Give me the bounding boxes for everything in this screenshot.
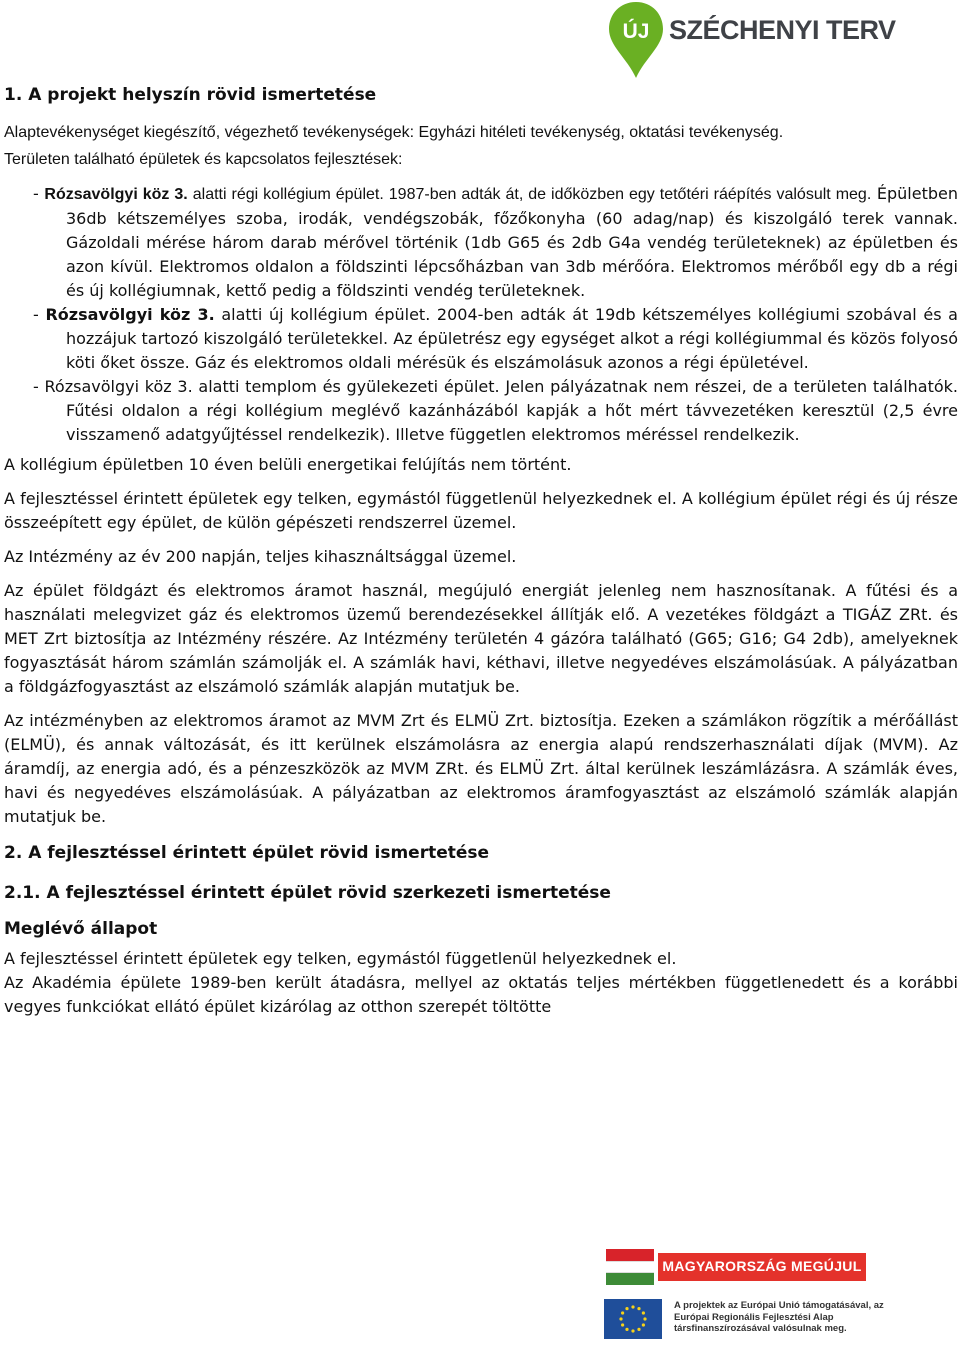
paragraph-electricity: Az intézményben az elektromos áramot az MVM Zrt és ELMÜ Zrt. biztosítja. Ezeken a számlákon rögzítik a mérőállást (ELMÜ), és annak változását, és itt kerülnek elszámolásra az energia alapú rendszerhasználati díjak (MVM). Az áramdíj, az energia adó, és a pénzeszközök az MVM ZRt. és ELMÜ Zrt. által kerülnek leszámlázásra. A számlák éves, havi és negyedéves elszámolásúak. A pályázatban az elektromos áramfogyasztást az elszámoló számlák alapján mutatjuk be. [4, 711, 958, 826]
paragraph-renovation: A kollégium épületben 10 éven belüli energetikai felújítás nem történt. [4, 455, 572, 474]
existing-state-heading: Meglévő állapot [4, 919, 158, 939]
banner-band [658, 1253, 866, 1281]
paragraph-plot-2: A fejlesztéssel érintett épületek egy telken, egymástól függetlenül helyezkednek el. [4, 949, 677, 968]
address-bold: Rózsavölgyi köz 3. [44, 186, 188, 203]
list-item-old-dormitory: - Rózsavölgyi köz 3. alatti régi kollégium épület. 1987-ben adták át, de időközben egy tetőtéri ráépítés valósult meg. Épületben 36db kétszemélyes szoba, irodák, vendégszobák, főzőkonyha (60 adag/nap) és kiszolgáló terek vannak. Gázoldali mérése három darab mérővel történik (1db G65 és 2db G4a vendég területeknek) az épületben és azon kívül. Elektromos oldalon a földszinti lépcsőházban van 3db mérőóra. Elektromos mérőből egy db a régi és új kollégiumnak, kettő pedig a földszinti vendég területeknek. [33, 184, 958, 300]
eu-star [642, 1323, 645, 1326]
section-1-title: 1. A projekt helyszín rövid ismertetése [4, 85, 377, 105]
eu-star [637, 1328, 640, 1331]
location-pin-icon [607, 0, 665, 80]
eu-star [631, 1305, 634, 1308]
eu-star [625, 1328, 628, 1331]
hungarian-flag-icon [602, 1243, 658, 1291]
szechenyi-terv-logo [607, 0, 897, 80]
footer-logos [602, 1243, 902, 1343]
eu-star [621, 1311, 624, 1314]
eu-star [642, 1311, 645, 1314]
eu-flag-icon [604, 1299, 662, 1339]
eu-star [643, 1317, 646, 1320]
paragraph-buildings-intro: Területen található épületek és kapcsolatos fejlesztések: [4, 151, 403, 168]
magyarorszag-megujul-banner [602, 1243, 866, 1291]
banner-text: MAGYARORSZÁG MEGÚJUL [662, 1258, 862, 1274]
paragraph-plot: A fejlesztéssel érintett épületek egy telken, egymástól függetlenül helyezkednek el. A kollégium épület régi és új része összeépített egy épület, de külön gépészeti rendszerrel üzemel. [4, 489, 958, 532]
list-item-church: - Rózsavölgyi köz 3. alatti templom és gyülekezeti épület. Jelen pályázatnak nem részei, de a területen találhatók. Fűtési oldalon a régi kollégium meglévő kazánházából kapják a hőt mért távvezetéken keresztül (2,5 évre visszamenő adatgyűjtéssel rendelkezik). Illetve független elektromos méréssel rendelkezik. [33, 377, 958, 444]
eu-star [625, 1307, 628, 1310]
section-2-1-title: 2.1. A fejlesztéssel érintett épület rövid szerkezeti ismertetése [4, 883, 611, 903]
address-bold: Rózsavölgyi köz 3. [45, 305, 215, 324]
eu-star [637, 1307, 640, 1310]
list-item-new-dormitory: - Rózsavölgyi köz 3. alatti új kollégium épület. 2004-ben adták át 19db kétszemélyes kollégiumi szobával és a hozzájuk tartozó kiszolgáló területekkel. Az épületrész egy egységet alkot a régi kollégiummal és közös folyosó köti őket össze. Gáz és elektromos oldali mérésük és elszámolásuk azonos a régi épületével. [33, 305, 958, 372]
paragraph-operation: Az Intézmény az év 200 napján, teljes kihasználtsággal üzemel. [4, 547, 517, 566]
section-2-title: 2. A fejlesztéssel érintett épület rövid ismertetése [4, 843, 490, 863]
logo-badge: ÚJ [622, 20, 650, 43]
paragraph-activities: Alaptevékenységet kiegészítő, végezhető tevékenységek: Egyházi hitéleti tevékenység, oktatási tevékenység. [4, 124, 784, 141]
document-body [4, 85, 958, 1019]
paragraph-gas: Az épület földgázt és elektromos áramot használ, megújuló energiát jelenleg nem hasznosítanak. A fűtési és a használati melegvizet gáz és elektromos üzemű berendezésekkel állítják elő. A vezetékes földgázt a TIGÁZ ZRt. és MET Zrt biztosítja az Intézmény részére. Az Intézmény területén 4 gázóra található (G65; G16; G4 2db), amelyeknek fogyasztását három számlán számolják el. A számlák havi, kéthavi, illetve negyedéves elszámolásúak. A pályázatban a földgázfogyasztást az elszámoló számlák alapján mutatjuk be. [4, 581, 958, 696]
eu-star [621, 1323, 624, 1326]
logo-text: SZÉCHENYI TERV [669, 15, 896, 45]
eu-star [619, 1317, 622, 1320]
paragraph-academy: Az Akadémia épülete 1989-ben került átadásra, mellyel az oktatás teljes mértékben függetlenedett és a korábbi vegyes funkciókat ellátó épület kizárólag az otthon szerepét töltötte [4, 973, 958, 1016]
eu-star [631, 1329, 634, 1332]
eu-funding-note: A projektek az Európai Unió támogatásával, az Európai Regionális Fejlesztési Alap társfinanszírozásával valósulnak meg. [674, 1300, 884, 1334]
